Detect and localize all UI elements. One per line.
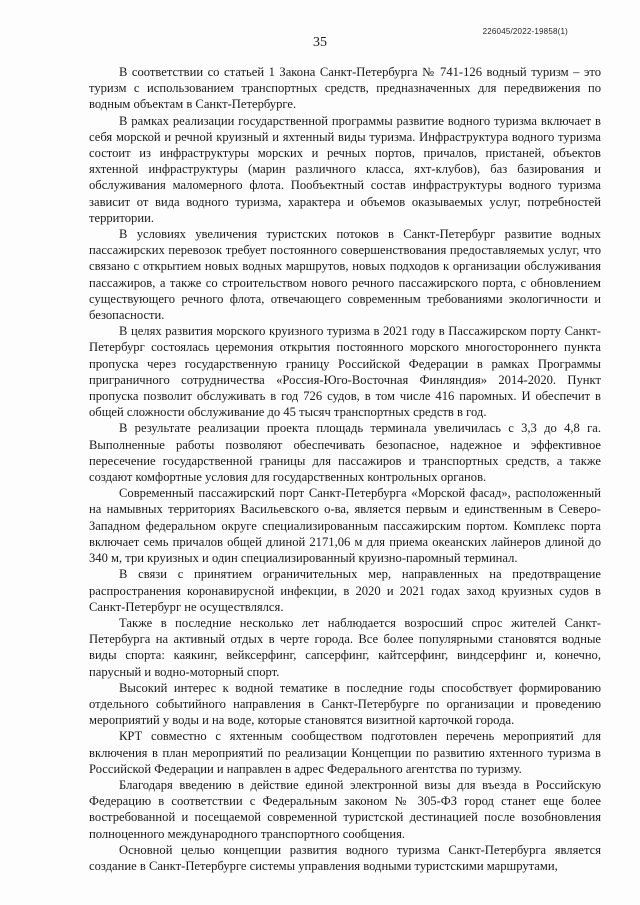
paragraph: Современный пассажирский порт Санкт-Петербурга «Морской фасад», расположенный на намывных территориях Васильевского о-ва, является первым и единственным в Северо-Западном федеральном округе специализированным пассажирским портом. Комплекс порта включает семь причалов общей длиной 2171,06 м для приема океанских лайнеров длиной до 340 м, три круизных и один специализированный круизно-паромный терминал. bbox=[89, 486, 601, 566]
body-text bbox=[89, 64, 601, 874]
page-number: 35 bbox=[313, 35, 327, 50]
paragraph: Основной целью концепции развития водного туризма Санкт-Петербурга является создание в Санкт-Петербурге системы управления водными туристскими маршрутами, bbox=[89, 842, 601, 873]
paragraph: Благодаря введению в действие единой электронной визы для въезда в Российскую Федерацию в соответствии с Федеральным законом № 305-ФЗ город станет еще более востребованной и посещаемой современной туристской дестинацией после возобновления полноценного международного транспортного сообщения. bbox=[89, 777, 601, 841]
paragraph: В условиях увеличения туристских потоков в Санкт-Петербург развитие водных пассажирских перевозок требует постоянного совершенствования предоставляемых услуг, что связано с открытием новых водных маршрутов, новых подходов к организации обслуживания пассажиров, а также со строительством нового речного пассажирского порта, с обновлением существующего речного флота, отвечающего современным требованиями экологичности и безопасности. bbox=[89, 227, 601, 323]
paragraph: Высокий интерес к водной тематике в последние годы способствует формированию отдельного событийного направления в Санкт-Петербурге по организации и проведению мероприятий у воды и на воде, которые становятся визитной карточкой города. bbox=[89, 680, 601, 728]
paragraph: В соответствии со статьей 1 Закона Санкт-Петербурга № 741-126 водный туризм – это туризм с использованием транспортных средств, предназначенных для передвижения по водным объектам в Санкт-Петербурге. bbox=[89, 65, 601, 112]
paragraph: Также в последние несколько лет наблюдается возросший спрос жителей Санкт-Петербурга на активный отдых в черте города. Все более популярными становятся водные виды спорта: каякинг, вейксерфинг, сапсерфинг, кайтсерфинг, виндсерфинг и, конечно, парусный и водно-моторный спорт. bbox=[89, 615, 601, 679]
paragraph: В результате реализации проекта площадь терминала увеличилась с 3,3 до 4,8 га. Выполненные работы позволяют обеспечивать безопасное, надежное и эффективное пересечение государственной границы для пассажиров и транспортных средств, а также создают комфортные условия для государственных контрольных органов. bbox=[89, 421, 601, 485]
paragraph: В связи с принятием ограничительных мер, направленных на предотвращение распространения коронавирусной инфекции, в 2020 и 2021 годах заход круизных судов в Санкт-Петербург не осуществлялся. bbox=[89, 567, 601, 614]
document-id: 226045/2022-19858(1) bbox=[482, 27, 568, 36]
paragraph: В рамках реализации государственной программы развитие водного туризма включает в себя морской и речной круизный и яхтенный виды туризма. Инфраструктура водного туризма состоит из инфраструктуры морских и речных портов, причалов, пристаней, объектов яхтенной инфраструктуры (марин различного класса, яхт-клубов), баз базирования и обслуживания маломерного флота. Пообъектный состав инфраструктуры водного туризма зависит от вида водного туризма, характера и объемов оказываемых услуг, потребностей территории. bbox=[89, 113, 601, 225]
paragraph: КРТ совместно с яхтенным сообществом подготовлен перечень мероприятий для включения в план мероприятий по реализации Концепции по развитию яхтенного туризма в Российской Федерации и направлен в адрес Федерального агентства по туризму. bbox=[89, 729, 601, 776]
paragraph: В целях развития морского круизного туризма в 2021 году в Пассажирском порту Санкт-Петербург состоялась церемония открытия постоянного морского многостороннего пункта пропуска через государственную границу Российской Федерации в рамках Программы приграничного сотрудничества «Россия-Юго-Восточная Финляндия» 2014-2020. Пункт пропуска позволит обслуживать в год 726 судов, в том числе 416 паромных. И обеспечит в общей сложности обслуживание до 45 тысяч транспортных средств в год. bbox=[89, 324, 601, 420]
